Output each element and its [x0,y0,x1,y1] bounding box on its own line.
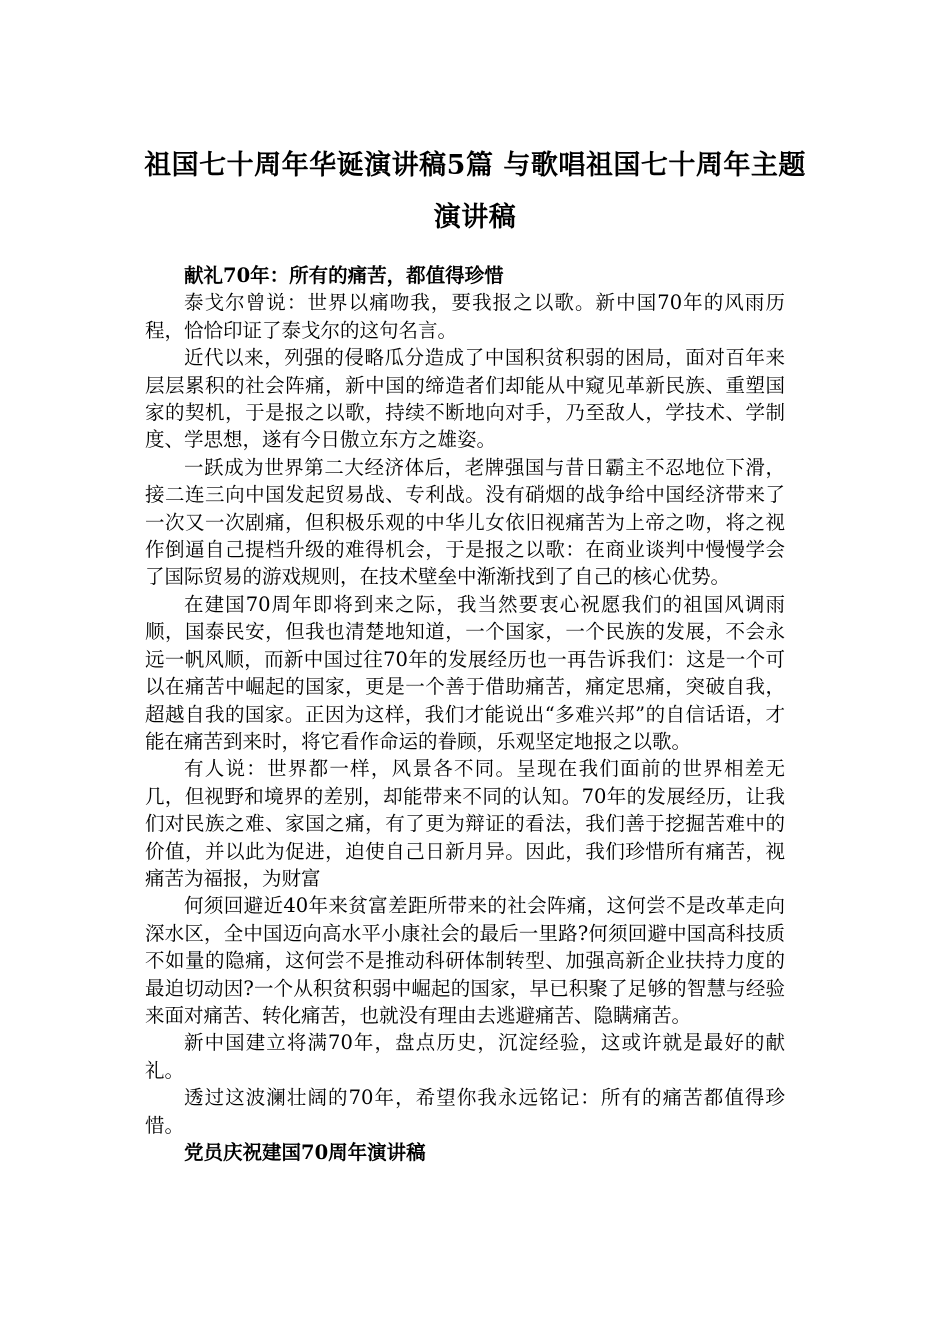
document-title: 祖国七十周年华诞演讲稿5篇 与歌唱祖国七十周年主题演讲稿 [144,150,806,233]
body-paragraph: 近代以来，列强的侵略瓜分造成了中国积贫积弱的困局，面对百年来层层累积的社会阵痛，新中国的缔造者们却能从中窥见革新民族、重塑国家的契机，于是报之以歌，持续不断地向对手，乃至敌人，学技术、学制度、学思想，遂有今日傲立东方之雄姿。 [145,346,785,452]
body-paragraph: 在建国70周年即将到来之际，我当然要衷心祝愿我们的祖国风调雨顺，国泰民安，但我也清楚地知道，一个国家，一个民族的发展，不会永远一帆风顺，而新中国过往70年的发展经历也一再告诉我们：这是一个可以在痛苦中崛起的国家，更是一个善于借助痛苦，痛定思痛，突破自我，超越自我的国家。正因为这样，我们才能说出“多难兴邦”的自信话语，才能在痛苦到来时，将它看作命运的眷顾，乐观坚定地报之以歌。 [145,592,785,753]
body-paragraph: 泰戈尔曾说：世界以痛吻我，要我报之以歌。新中国70年的风雨历程，恰恰印证了泰戈尔的这句名言。 [145,291,785,342]
body-paragraph: 透过这波澜壮阔的70年，希望你我永远铭记：所有的痛苦都值得珍惜。 [145,1086,785,1137]
document-body [145,262,785,1166]
section-heading: 党员庆祝建国70周年演讲稿 [184,1141,426,1164]
body-paragraph: 新中国建立将满70年，盘点历史，沉淀经验，这或许就是最好的献礼。 [145,1031,785,1082]
body-paragraph: 何须回避近40年来贫富差距所带来的社会阵痛，这何尝不是改革走向深水区，全中国迈向高水平小康社会的最后一里路?何须回避中国高科技质不如量的隐痛，这何尝不是推动科研体制转型、加强高新企业扶持力度的最迫切动因?一个从积贫积弱中崛起的国家，早已积聚了足够的智慧与经验来面对痛苦、转化痛苦，也就没有理由去逃避痛苦、隐瞒痛苦。 [145,894,785,1027]
section-heading: 献礼70年：所有的痛苦，都值得珍惜 [184,264,504,287]
body-paragraph: 有人说：世界都一样，风景各不同。呈现在我们面前的世界相差无几，但视野和境界的差别，却能带来不同的认知。70年的发展经历，让我们对民族之难、家国之痛，有了更为辩证的看法，我们善于挖掘苦难中的价值，并以此为促进，迫使自己日新月异。因此，我们珍惜所有痛苦，视痛苦为福报，为财富 [145,757,785,890]
body-paragraph: 一跃成为世界第二大经济体后，老牌强国与昔日霸主不忍地位下滑，接二连三向中国发起贸易战、专利战。没有硝烟的战争给中国经济带来了一次又一次剧痛，但积极乐观的中华儿女依旧视痛苦为上帝之吻，将之视作倒逼自己提档升级的难得机会，于是报之以歌：在商业谈判中慢慢学会了国际贸易的游戏规则，在技术壁垒中渐渐找到了自己的核心优势。 [145,455,785,589]
